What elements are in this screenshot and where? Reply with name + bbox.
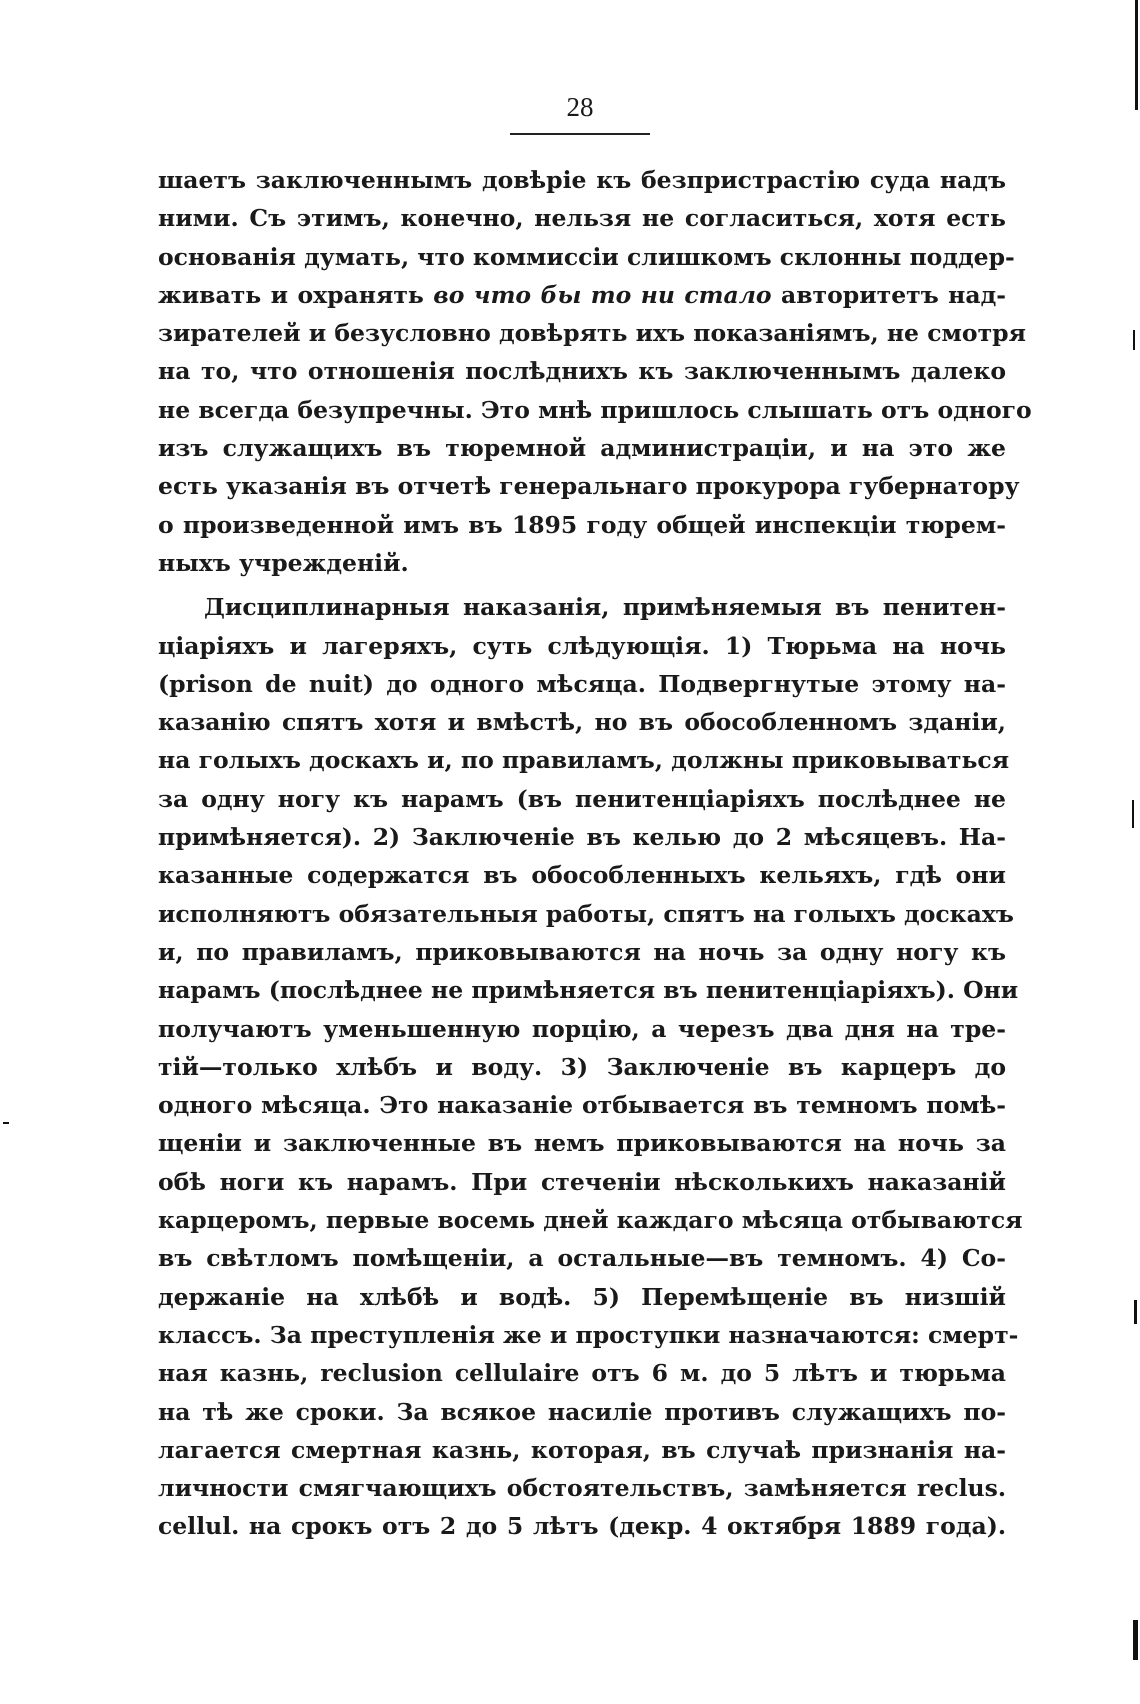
text-line: тій—только хлѣбъ и воду. 3) Заключеніе въ карцеръ до [158, 1052, 1006, 1081]
text-line-with-italic [158, 276, 1006, 314]
text-line: ныхъ учрежденій. [158, 548, 409, 577]
text-line: получаютъ уменьшенную порцію, а черезъ два дня на тре- [158, 1014, 1006, 1043]
text-line: на тѣ же сроки. За всякое насиліе противъ служащихъ по- [158, 1397, 1006, 1426]
text-line: казанію спятъ хотя и вмѣстѣ, но въ обособленномъ зданіи, [158, 708, 1006, 737]
page-number-rule [510, 133, 650, 135]
scan-edge-artifact [3, 1122, 9, 1124]
scan-edge-artifact [1133, 1620, 1138, 1660]
scan-edge-artifact [1133, 330, 1135, 350]
text-line: основанія думать, что коммиссіи слишкомъ склонны поддер- [158, 242, 1015, 271]
text-line: держаніе на хлѣбѣ и водѣ. 5) Перемѣщеніе въ низшій [158, 1282, 1006, 1311]
paragraph-2 [158, 588, 1023, 1545]
text-line: ними. Съ этимъ, конечно, нельзя не согласиться, хотя есть [158, 204, 1006, 233]
text-line: Дисциплинарныя наказанія, примѣняемыя въ пенитен- [204, 593, 1006, 622]
text-line: зирателей и безусловно довѣрять ихъ показаніямъ, не смотря [158, 319, 1026, 348]
text-line: о произведенной имъ въ 1895 году общей инспекціи тюрем- [158, 510, 1006, 539]
text-line: не всегда безупречны. Это мнѣ пришлось слышать отъ одного [158, 395, 1032, 424]
text-line: шаетъ заключеннымъ довѣріе къ безпристрастію суда надъ [158, 166, 1006, 194]
text-line: одного мѣсяца. Это наказаніе отбывается въ темномъ помѣ- [158, 1091, 1006, 1120]
text-line: и, по правиламъ, приковываются на ночь за одну ногу къ [158, 937, 1006, 966]
text-line: казанные содержатся въ обособленныхъ кельяхъ, гдѣ они [158, 861, 1006, 890]
text-line: карцеромъ, первые восемь дней каждаго мѣсяца отбываются [158, 1206, 1023, 1235]
text-line: на то, что отношенія послѣднихъ къ заключеннымъ далеко [158, 357, 1006, 386]
text-line: исполняютъ обязательныя работы, спятъ на голыхъ доскахъ [158, 899, 1014, 928]
text-segment: живать и охранять [158, 280, 434, 309]
text-line: ціаріяхъ и лагеряхъ, суть слѣдующія. 1) Тюрьма на ночь [158, 631, 1006, 660]
text-line: на голыхъ доскахъ и, по правиламъ, должны приковываться [158, 746, 1010, 775]
text-line: нарамъ (послѣднее не примѣняется въ пенитенціаріяхъ). Они [158, 976, 1019, 1005]
text-line: за одну ногу къ нарамъ (въ пенитенціаріяхъ послѣднее не [158, 784, 1006, 813]
text-line: (prison de nuit) до одного мѣсяца. Подвергнутые этому на- [158, 669, 1006, 698]
body-text [158, 161, 1032, 1546]
text-line: въ свѣтломъ помѣщеніи, а остальные—въ темномъ. 4) Со- [158, 1244, 1006, 1273]
text-line: лагается смертная казнь, которая, въ случаѣ признанія на- [158, 1435, 1006, 1464]
text-line: щеніи и заключенные въ немъ приковываются на ночь за [158, 1129, 1006, 1158]
italic-phrase: во что бы то ни стало [433, 280, 772, 309]
text-line: обѣ ноги къ нарамъ. При стеченіи нѣсколькихъ наказаній [158, 1167, 1006, 1196]
scan-edge-artifact [1134, 1300, 1137, 1324]
text-line: изъ служащихъ въ тюремной администраціи, и на это же [158, 434, 1006, 463]
text-line: личности смягчающихъ обстоятельствъ, замѣняется reclus. [158, 1474, 1006, 1503]
paragraph-1 [158, 161, 1032, 582]
text-line: ная казнь, reclusion cellulaire отъ 6 м. до 5 лѣтъ и тюрьма [158, 1359, 1006, 1388]
text-line: есть указанія въ отчетѣ генеральнаго прокурора губернатору [158, 472, 1020, 501]
text-line: cellul. на срокъ отъ 2 до 5 лѣтъ (декр. 4 октября 1889 года). [158, 1512, 1006, 1541]
scan-edge-artifact [1132, 800, 1134, 828]
text-segment: авторитетъ над- [771, 280, 1006, 309]
text-line: примѣняется). 2) Заключеніе въ келью до 2 мѣсяцевъ. На- [158, 823, 1006, 852]
scan-edge-artifact [1135, 0, 1138, 110]
text-line: классъ. За преступленія же и проступки назначаются: смерт- [158, 1320, 1019, 1349]
page-number: 28 [566, 92, 594, 122]
